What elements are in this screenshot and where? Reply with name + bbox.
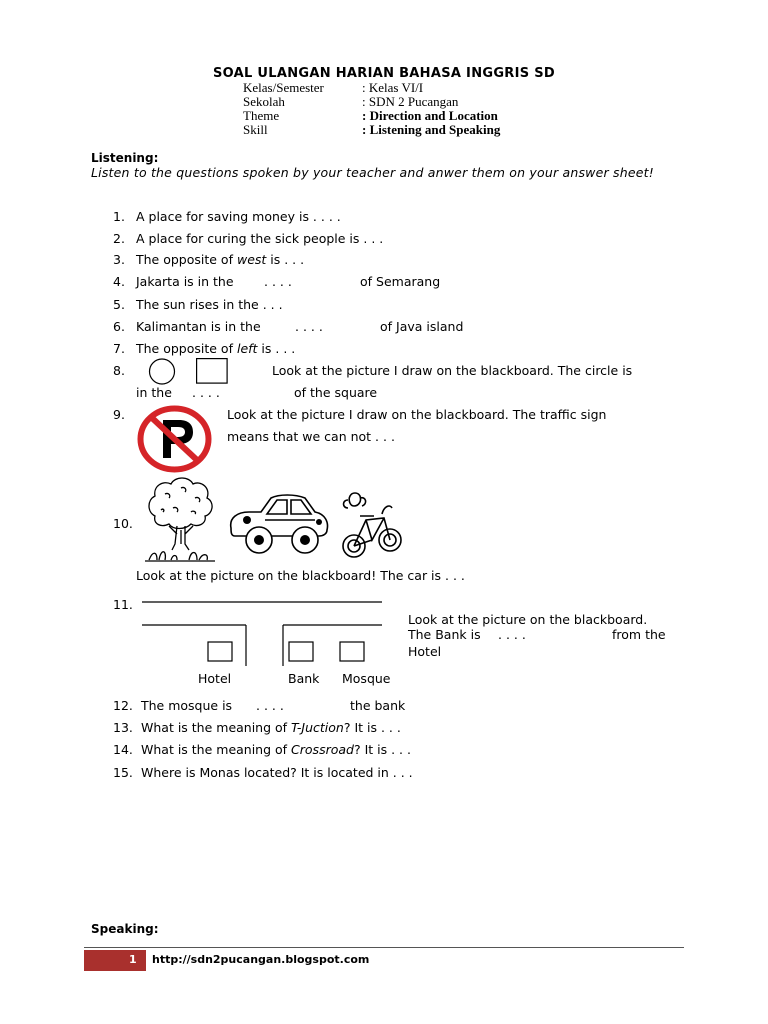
question-5: The sun rises in the . . .	[136, 297, 283, 312]
question-2: A place for curing the sick people is . . .	[136, 231, 384, 246]
question-number: 4.	[113, 274, 125, 289]
answer-blank: . . . .	[192, 385, 220, 400]
question-6-text: of Java island	[380, 319, 464, 334]
tree-illustration	[145, 474, 215, 566]
question-9-text: Look at the picture I draw on the blackboard. The traffic sign	[227, 407, 607, 422]
question-11-text: Hotel	[408, 644, 442, 659]
question-10: Look at the picture on the blackboard! The car is . . .	[136, 568, 465, 583]
question-number: 10.	[113, 516, 133, 531]
question-emphasis: Crossroad	[291, 742, 354, 757]
question-12-text: the bank	[350, 698, 406, 713]
question-12-text: The mosque is	[141, 698, 233, 713]
map-label-hotel: Hotel	[198, 671, 232, 686]
speaking-heading: Speaking:	[91, 922, 159, 936]
question-text: is . . .	[257, 341, 296, 356]
circle-shape	[148, 358, 178, 386]
meta-value: : Listening and Speaking	[362, 122, 501, 137]
question-number: 1.	[113, 209, 125, 224]
footer-link[interactable]: http://sdn2pucangan.blogspot.com	[152, 953, 370, 966]
question-emphasis: west	[236, 252, 267, 267]
question-4-text: Jakarta is in the	[136, 274, 234, 289]
answer-blank: . . . .	[498, 627, 526, 642]
meta-label: Skill	[243, 122, 268, 137]
meta-row-theme	[0, 109, 768, 123]
question-9-text: means that we can not . . .	[227, 429, 395, 444]
car-illustration	[225, 492, 331, 556]
page-title: SOAL ULANGAN HARIAN BAHASA INGGRIS SD	[212, 66, 555, 81]
question-number: 14.	[113, 742, 133, 757]
question-8-text: Look at the picture I draw on the blackboard. The circle is	[272, 363, 633, 378]
meta-value: : SDN 2 Pucangan	[362, 94, 459, 109]
question-number: 15.	[113, 765, 133, 780]
map-label-mosque: Mosque	[342, 671, 391, 686]
question-3	[136, 252, 304, 267]
meta-value: : Direction and Location	[362, 108, 498, 123]
page-number: 1	[129, 953, 137, 966]
question-7	[136, 341, 295, 356]
question-4-text: of Semarang	[360, 274, 441, 289]
page-number-box	[84, 950, 146, 971]
meta-label: Kelas/Semester	[243, 80, 324, 95]
question-11-text: from the	[612, 627, 666, 642]
no-parking-sign	[137, 406, 213, 472]
bicycle-illustration	[340, 490, 404, 560]
question-text: is . . .	[266, 252, 305, 267]
question-number: 6.	[113, 319, 125, 334]
question-number: 12.	[113, 698, 133, 713]
question-number: 11.	[113, 597, 133, 612]
question-number: 13.	[113, 720, 133, 735]
listening-instruction: Listen to the questions spoken by your teacher and anwer them on your answer sheet!	[91, 165, 654, 180]
meta-row-skill	[0, 123, 768, 137]
question-number: 7.	[113, 341, 125, 356]
question-text: ? It is . . .	[353, 742, 411, 757]
map-label-bank: Bank	[288, 671, 320, 686]
question-11-text: The Bank is	[408, 627, 481, 642]
square-shape	[196, 358, 228, 384]
question-text: What is the meaning of	[141, 742, 292, 757]
question-13	[141, 720, 401, 735]
question-number: 5.	[113, 297, 125, 312]
meta-value: : Kelas VI/I	[362, 80, 424, 95]
answer-blank: . . . .	[295, 319, 323, 334]
listening-heading: Listening:	[91, 151, 159, 165]
meta-row-school	[0, 95, 768, 109]
question-15: Where is Monas located? It is located in . . .	[141, 765, 413, 780]
meta-row-class	[0, 81, 768, 95]
meta-label: Theme	[243, 108, 280, 123]
question-number: 8.	[113, 363, 125, 378]
question-1: A place for saving money is . . . .	[136, 209, 341, 224]
answer-blank: . . . .	[256, 698, 284, 713]
question-text: ? It is . . .	[343, 720, 401, 735]
question-number: 3.	[113, 252, 125, 267]
question-emphasis: left	[236, 341, 258, 356]
question-number: 2.	[113, 231, 125, 246]
question-8-text: of the square	[294, 385, 378, 400]
question-number: 9.	[113, 407, 125, 422]
question-text: The opposite of	[136, 252, 237, 267]
answer-blank: . . . .	[264, 274, 292, 289]
question-text: The opposite of	[136, 341, 237, 356]
question-14	[141, 742, 411, 757]
footer-divider	[84, 947, 684, 948]
meta-label: Sekolah	[243, 94, 285, 109]
question-text: What is the meaning of	[141, 720, 292, 735]
street-map-diagram	[140, 600, 384, 666]
question-6-text: Kalimantan is in the	[136, 319, 261, 334]
question-8-text: in the	[136, 385, 172, 400]
question-emphasis: T-Juction	[291, 720, 344, 735]
question-11-text: Look at the picture on the blackboard.	[408, 612, 648, 627]
